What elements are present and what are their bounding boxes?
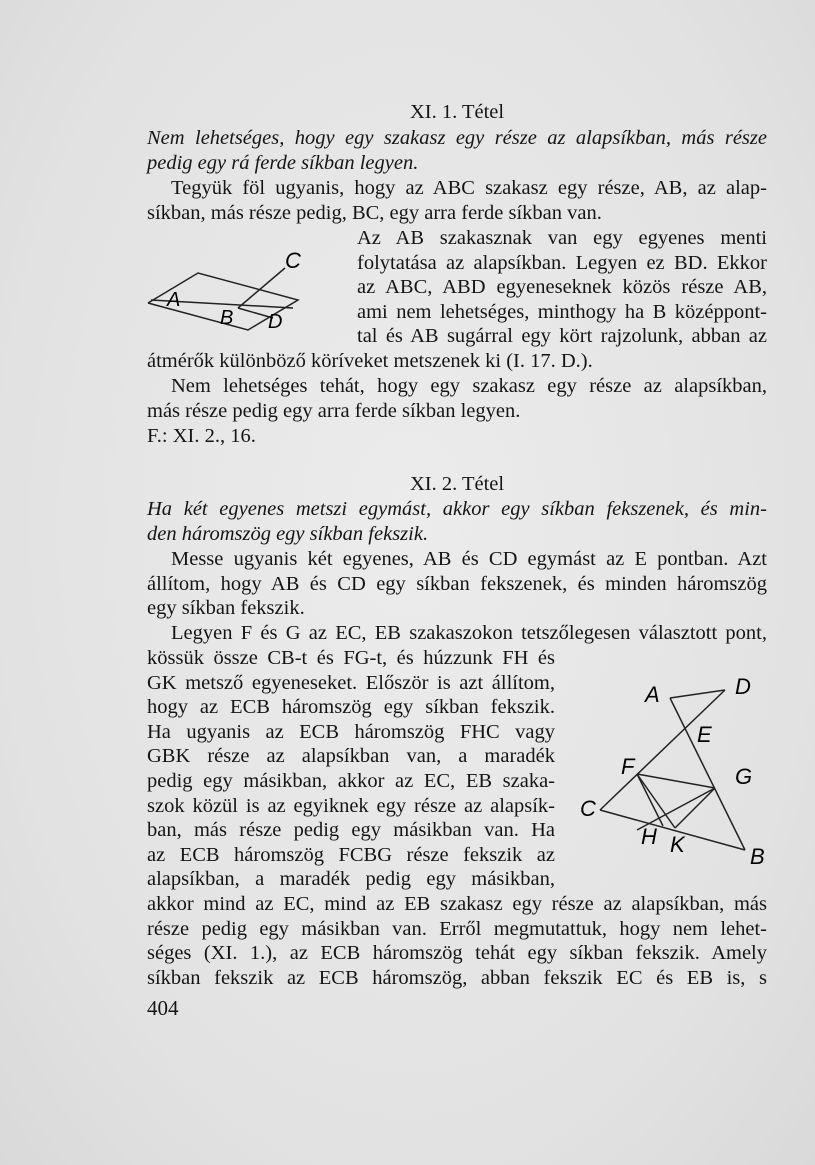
- paragraph: [147, 547, 767, 621]
- text-line: az ECB háromszög FCBG része fekszik az: [147, 843, 555, 866]
- figure-label: A: [645, 682, 660, 707]
- text-line: Legyen F és G az EC, EB szakaszokon tetszőlegesen választott pont,: [171, 622, 767, 644]
- text-line: Tegyük föl ugyanis, hogy az ABC szakasz egy része, AB, az alap-: [171, 177, 767, 199]
- text-line: ban, más része pedig egy másikban van. Ha: [147, 819, 555, 842]
- paragraph: [147, 892, 767, 990]
- section-heading-1: XI. 1. Tétel: [409, 101, 505, 123]
- text-line: Nem lehetséges tehát, hogy egy szakasz egy része az alapsíkban,: [171, 375, 767, 397]
- page-number: 404: [147, 996, 179, 1020]
- theorem-statement-2: [147, 497, 767, 546]
- line-ad: [670, 690, 725, 698]
- text-line: ami nem lehetséges, minthogy ha B középpont-: [357, 300, 767, 323]
- paragraph: [147, 621, 767, 646]
- figure-label: F: [621, 754, 635, 779]
- line-fg: [637, 774, 715, 788]
- text-line: része pedig egy másikban van. Erről megmutattuk, hogy nem lehet-: [147, 917, 767, 940]
- text-line: síkban, más része pedig, BC, egy arra ferde síkban van.: [147, 201, 602, 224]
- figure-label: H: [641, 824, 657, 849]
- text-line: Ha ugyanis az ECB háromszög FHC vagy: [147, 720, 555, 743]
- section-heading-2: XI. 2. Tétel: [409, 473, 505, 495]
- figure-label: E: [697, 722, 712, 747]
- paragraph: [147, 349, 767, 374]
- text-line: akkor mind az EC, mind az EB szakasz egy része az alapsíkban, más: [147, 893, 767, 915]
- text-line: egy síkban fekszik.: [147, 597, 305, 620]
- figure-label: D: [735, 674, 751, 699]
- figure-label: K: [670, 832, 685, 857]
- line-ab: [670, 698, 745, 850]
- figure-label: C: [580, 796, 596, 821]
- text-line: GK metsző egyeneseket. Először is azt állítom,: [147, 671, 555, 694]
- figure-label: A: [167, 289, 181, 311]
- figure-2: [575, 670, 775, 875]
- paragraph-wrapped: [357, 226, 767, 349]
- theorem-statement-1: [147, 126, 767, 175]
- text-line: átmérők különböző köríveket metszenek ki (I. 17. D.).: [147, 350, 593, 372]
- cross-reference: [147, 424, 767, 449]
- figure-label: B: [220, 307, 234, 329]
- text-line: tal és AB sugárral egy kört rajzolunk, abban az: [357, 325, 767, 348]
- text-line: szok közül is az egyiknek egy része az alapsík-: [147, 794, 555, 817]
- figure-label: G: [735, 764, 753, 789]
- text-line: más része pedig egy arra ferde síkban legyen.: [147, 399, 521, 422]
- line-bc: [238, 268, 285, 308]
- line-gk: [675, 788, 715, 828]
- text-line: Az AB szakasznak van egy egyenes menti: [357, 227, 767, 249]
- text-line: alapsíkban, a maradék pedig egy másikban,: [147, 868, 555, 891]
- text-line: pedig egy másikban, akkor az EC, EB szaka-: [147, 769, 555, 792]
- text-line: síkban fekszik az ECB háromszög, abban fekszik EC és EB is, s: [147, 966, 767, 989]
- text-line: hogy az ECB háromszög egy síkban fekszik.: [147, 696, 555, 719]
- text-line: folytatása az alapsíkban. Legyen ez BD. Ekkor: [357, 251, 767, 274]
- text-line: az ABC, ABD egyeneseknek közös része AB,: [357, 276, 767, 299]
- text-line: séges (XI. 1.), az ECB háromszög tehát egy síkban fekszik. Amely: [147, 942, 767, 965]
- paragraph-wrapped: [147, 646, 555, 892]
- text-line: állítom, hogy AB és CD egy síkban fekszenek, és minden háromszög: [147, 572, 767, 595]
- text-line: F.: XI. 2., 16.: [147, 425, 256, 447]
- figure-1: [143, 248, 313, 348]
- figure-label: B: [750, 844, 765, 869]
- figure-label: D: [268, 311, 283, 333]
- text-line: Nem lehetséges, hogy egy szakasz egy része az alapsíkban, más része: [147, 127, 767, 149]
- text-line: pedig egy rá ferde síkban legyen.: [147, 151, 419, 174]
- text-line: kössük össze CB-t és FG-t, és húzzunk FH és: [147, 647, 555, 669]
- paragraph: [147, 374, 767, 423]
- paragraph: [147, 176, 767, 225]
- text-line: GBK része az alapsíkban van, a maradék: [147, 745, 555, 768]
- text-line: Ha két egyenes metszi egymást, akkor egy síkban fekszenek, és min-: [147, 498, 767, 520]
- text-line: Messe ugyanis két egyenes, AB és CD egymást az E pontban. Azt: [171, 548, 767, 570]
- figure-label: C: [285, 248, 301, 273]
- text-line: den háromszög egy síkban fekszik.: [147, 522, 429, 545]
